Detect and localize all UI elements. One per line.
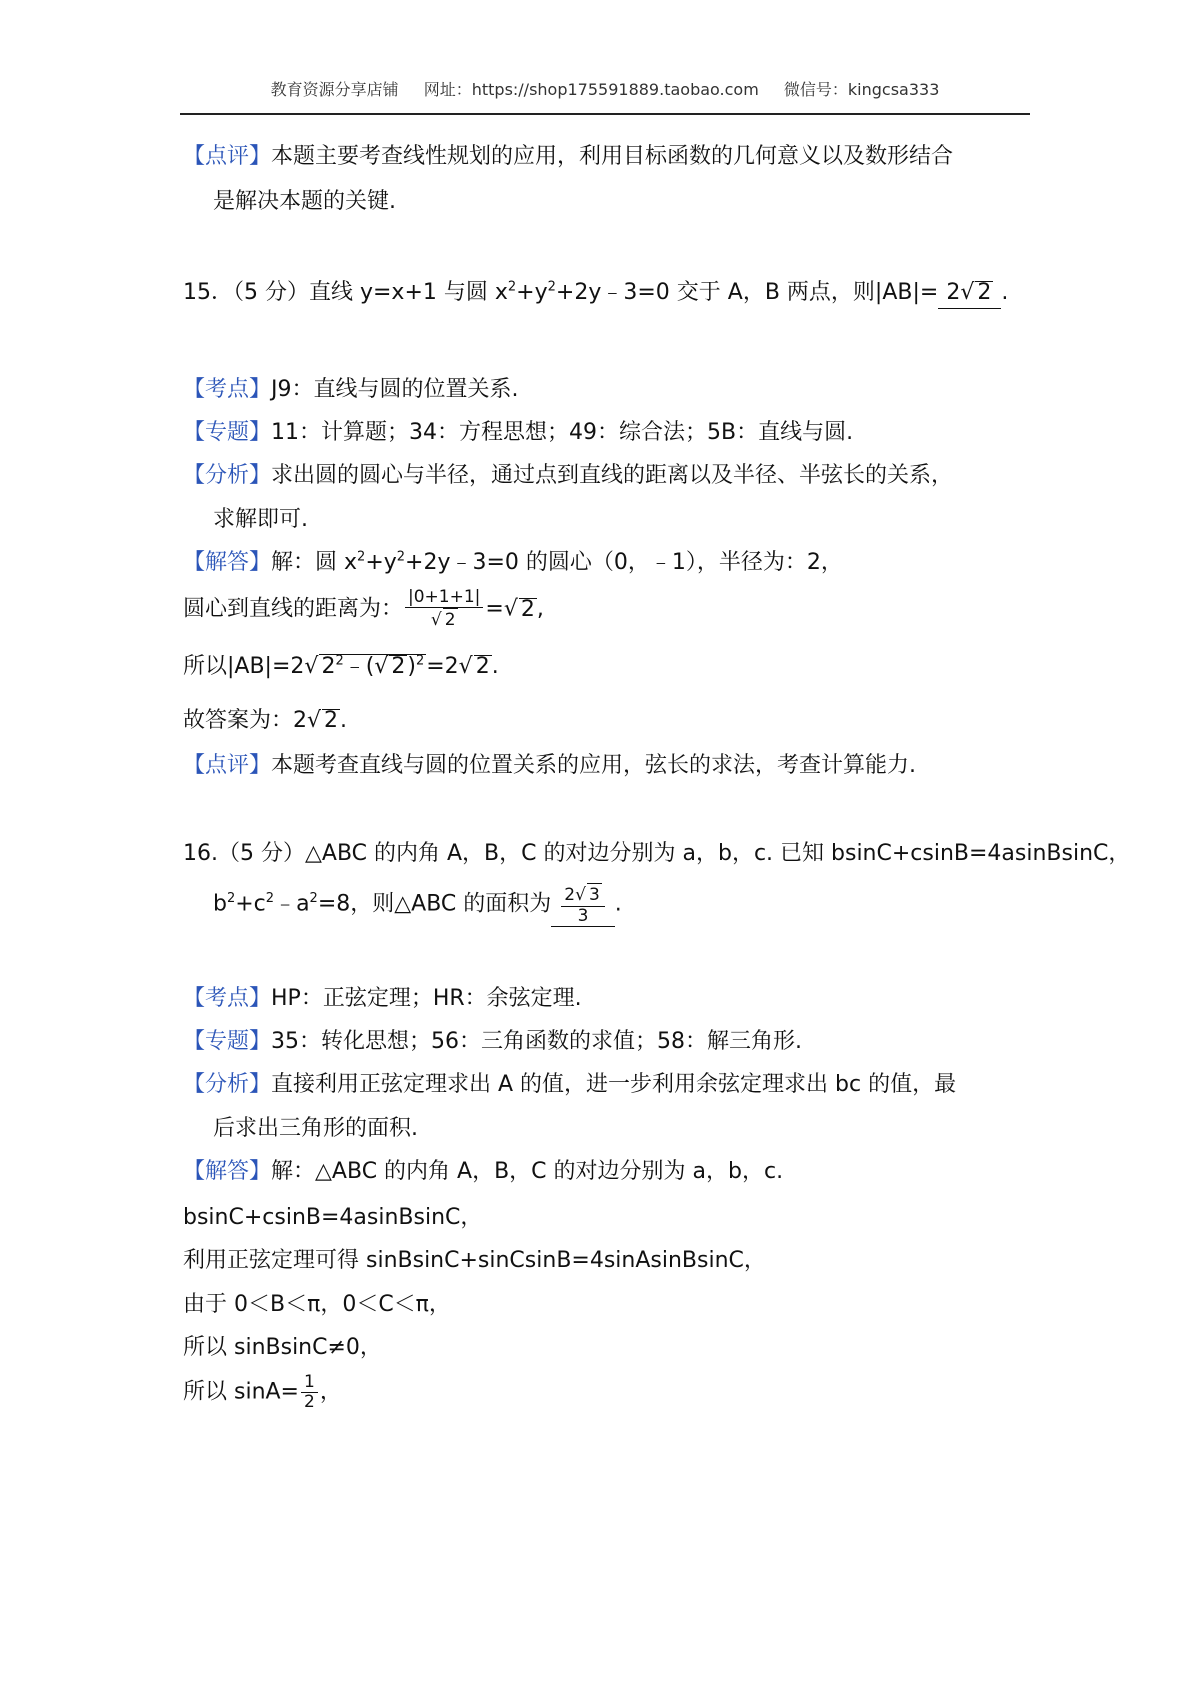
sup: 2 xyxy=(415,653,425,669)
q15-answer-blank: 2√ 2 xyxy=(938,278,1001,309)
dist-val: 2 xyxy=(520,596,535,622)
kaodian-text: J9：直线与圆的位置关系. xyxy=(271,377,519,402)
sup: 2 xyxy=(226,891,236,907)
jieda-b: +y xyxy=(365,550,397,575)
ab-label: 所以|AB|=2 xyxy=(183,654,305,679)
q16-answer-den: 3 xyxy=(577,906,589,926)
q16-fenxi xyxy=(183,1070,956,1100)
header-shop: 教育资源分享店铺 xyxy=(270,80,399,99)
q15-answer-coef: 2 xyxy=(946,280,961,305)
q15-stem-a: 15．（5 分）直线 y=x+1 与圆 x xyxy=(183,280,508,305)
q16-stem2-b: +c xyxy=(235,891,266,917)
q16-stem xyxy=(183,839,1130,869)
q16-stem-cont: $b^2+c^2﹣a^2=8$，则△ABC 的面积为 $\frac{2√ 3}{3}$ . xyxy=(213,885,622,926)
q15-stem-c: +2y﹣3=0 交于 A，B 两点，则 xyxy=(555,280,875,305)
q16-stem-text: 16.（5 分）△ABC 的内角 A，B，C 的对边分别为 a，b，c. 已知 bsinC+csinB=4asinBsinC， xyxy=(183,841,1131,866)
q15-stem: 15．（5 分）直线 y=x+1 与圆 $x^2+y^2+2y﹣3=0$ 交于 A，B 两点，则|AB|= 2√ 2 . xyxy=(183,278,1008,309)
q16-l3: 由于 0＜B＜π，0＜C＜π， xyxy=(183,1292,451,1317)
q15-fenxi xyxy=(183,461,953,491)
dist-num: |0+1+1| xyxy=(405,588,483,608)
kaodian-text: HP：正弦定理；HR：余弦定理. xyxy=(271,986,582,1011)
sup: 2 xyxy=(309,891,318,907)
ab-inner-b: ﹣( xyxy=(343,654,375,679)
zhuanti-text: 11：计算题；34：方程思想；49：综合法；5B：直线与圆. xyxy=(271,420,854,445)
page-header xyxy=(180,80,1030,115)
review-tag: 【点评】 xyxy=(183,144,272,169)
fenxi-text: 直接利用正弦定理求出 A 的值，进一步利用余弦定理求出 bc 的值，最 xyxy=(271,1072,957,1097)
fenxi-tag: 【分析】 xyxy=(183,1072,272,1097)
zhuanti-tag: 【专题】 xyxy=(183,1029,272,1054)
q15-final-answer: 故答案为：2√ 2. xyxy=(183,708,348,733)
kaodian-tag: 【考点】 xyxy=(183,377,272,402)
sinA-fraction xyxy=(301,1373,318,1412)
q16-answer-num: 2√ 3 xyxy=(561,883,605,907)
sinA-num: 1 xyxy=(301,1373,318,1393)
q16-line-1 xyxy=(183,1203,482,1233)
header-wechat: 微信号：kingcsa333 xyxy=(783,80,940,99)
q16-answer-blank xyxy=(551,883,615,927)
q16-zhuanti xyxy=(183,1027,802,1057)
ans-val: 2 xyxy=(324,708,339,733)
jieda-c: +2y﹣3=0 的圆心（0，﹣1），半径为：2， xyxy=(405,550,843,575)
q15-zhuanti xyxy=(183,418,853,448)
fenxi-tag: 【分析】 xyxy=(183,463,272,488)
q16-line-2 xyxy=(183,1246,766,1276)
q15-kaodian xyxy=(183,375,519,405)
q16-num-sqrt: 3 xyxy=(588,885,600,905)
dist-den-val: 2 xyxy=(444,610,456,630)
q16-l2: 利用正弦定理可得 sinBsinC+sinCsinB=4sinAsinBsinC， xyxy=(183,1248,766,1273)
sup: 2 xyxy=(335,653,344,669)
q16-stem2-c: ﹣a xyxy=(274,891,310,917)
prev-review xyxy=(183,142,953,172)
sup: 2 xyxy=(547,279,556,295)
ab-eq: =2 xyxy=(426,654,459,679)
jieda-tag: 【解答】 xyxy=(183,1159,272,1184)
sup: 2 xyxy=(357,549,366,565)
q15-distance: 圆心到直线的距离为： $\frac{|0+1+1|}{√ 2}$ =√ 2, xyxy=(183,587,544,630)
q15-jieda xyxy=(183,548,843,578)
q16-fenxi-cont xyxy=(213,1114,418,1144)
kaodian-tag: 【考点】 xyxy=(183,986,272,1011)
ab-inner-c: 2 xyxy=(391,654,406,679)
ab-inner-a: 2 xyxy=(321,654,336,679)
sup: 2 xyxy=(507,279,517,295)
q16-line-4 xyxy=(183,1333,382,1363)
header-url: 网址：https://shop175591889.taobao.com xyxy=(423,80,759,99)
q16-num-coef: 2 xyxy=(564,885,576,905)
q15-ab: 所以|AB|=2√ $2^2﹣(√$ 2)$^2$=2√ 2. xyxy=(183,653,499,679)
q16-kaodian xyxy=(183,984,582,1014)
jieda-text: 解：△ABC 的内角 A，B，C 的对边分别为 a，b，c. xyxy=(271,1159,784,1184)
fenxi-text: 求出圆的圆心与半径，通过点到直线的距离以及半径、半弦长的关系， xyxy=(271,463,954,488)
zhuanti-text: 35：转化思想；56：三角函数的求值；58：解三角形. xyxy=(271,1029,802,1054)
q15-review xyxy=(183,751,916,781)
review-text: 本题考查直线与圆的位置关系的应用，弦长的求法，考查计算能力. xyxy=(271,753,917,778)
ab-val: 2 xyxy=(475,654,490,679)
q16-l5-end: ， xyxy=(319,1379,342,1405)
dist-den: √ 2 xyxy=(430,610,456,630)
q16-l4: 所以 sinBsinC≠0， xyxy=(183,1335,382,1360)
prev-review-cont xyxy=(213,187,396,217)
ab-inner-d: ) xyxy=(407,654,416,679)
q16-answer-fraction xyxy=(561,883,605,926)
q15-stem-d: |AB|= xyxy=(874,280,939,305)
fenxi-text-2: 求解即可. xyxy=(213,507,308,532)
q16-line-5 xyxy=(183,1373,342,1412)
q16-jieda xyxy=(183,1157,783,1187)
ans-label: 故答案为：2 xyxy=(183,708,307,733)
jieda-tag: 【解答】 xyxy=(183,550,272,575)
review-text: 本题主要考查线性规划的应用，利用目标函数的几何意义以及数形结合 xyxy=(271,144,954,169)
zhuanti-tag: 【专题】 xyxy=(183,420,272,445)
q16-l5: 所以 sinA= xyxy=(183,1379,299,1405)
review-tag: 【点评】 xyxy=(183,753,272,778)
sup: 2 xyxy=(396,549,406,565)
sinA-den: 2 xyxy=(304,1392,315,1412)
dist-label: 圆心到直线的距离为： xyxy=(183,596,404,622)
q15-answer-sqrt: 2 xyxy=(977,280,992,305)
dist-fraction xyxy=(405,588,483,631)
ab-sqrt: $2^2﹣(√$ 2)$^2$ xyxy=(321,653,425,679)
q15-stem-b: +y xyxy=(516,280,548,305)
q16-stem2-a: b xyxy=(213,891,227,917)
jieda-a: 解：圆 x xyxy=(271,550,358,575)
fenxi-text-2: 后求出三角形的面积. xyxy=(213,1116,418,1141)
q15-fenxi-cont xyxy=(213,505,308,535)
sup: 2 xyxy=(265,891,275,907)
q16-l1: bsinC+csinB=4asinBsinC， xyxy=(183,1205,483,1230)
dist-eq: = xyxy=(485,596,504,622)
q16-line-3 xyxy=(183,1290,451,1320)
review-text-2: 是解决本题的关键. xyxy=(213,189,396,214)
q16-stem2-d: =8，则△ABC 的面积为 xyxy=(317,891,552,917)
